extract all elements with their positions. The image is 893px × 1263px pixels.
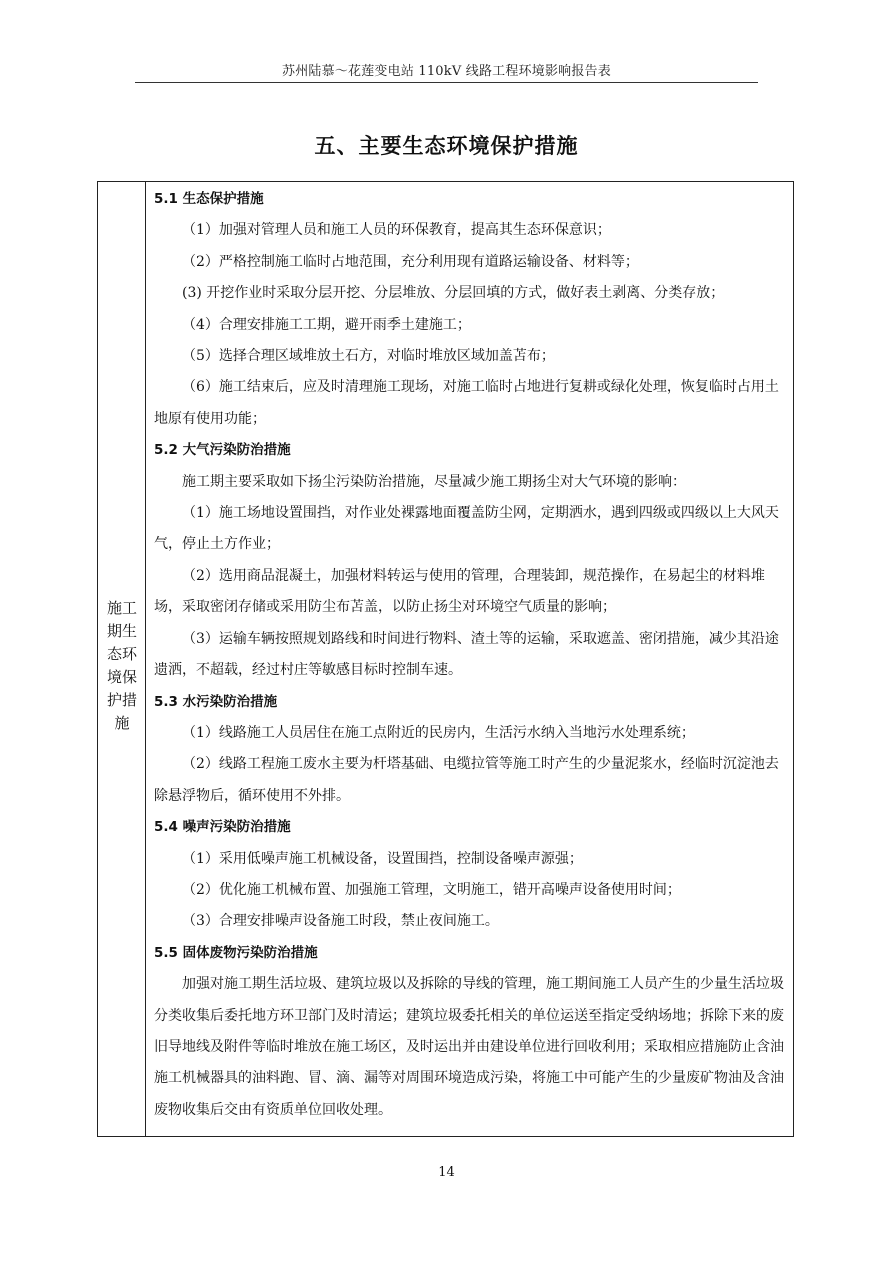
section-title: 五、主要生态环境保护措施: [314, 134, 579, 158]
side-label: 施工期生态环境保护措施: [106, 599, 137, 732]
page-number: 14: [438, 1165, 455, 1180]
table-content: [146, 182, 793, 1126]
table-left-column: [98, 182, 146, 1136]
paragraph: （3）合理安排噪声设备施工时段，禁止夜间施工。: [182, 913, 499, 930]
paragraph: 加强对施工期生活垃圾、建筑垃圾以及拆除的导线的管理，施工期间施工人员产生的少量生活垃圾分类收集后委托地方环卫部门及时清运；建筑垃圾委托相关的单位运送至指定受纳场地；拆除下来的废旧导地线及附件等临时堆放在施工场区，及时运出并由建设单位进行回收利用；采取相应措施防止含油施工机械器具的油料跑、冒、滴、漏等对周围环境造成污染，将施工中可能产生的少量废矿物油及含油废物收集后交由有资质单位回收处理。: [154, 976, 784, 1118]
heading-solid-waste: 5.5 固体废物污染防治措施: [154, 944, 318, 961]
header-rule: [135, 82, 758, 83]
paragraph: （1）施工场地设置围挡，对作业处裸露地面覆盖防尘网，定期洒水，遇到四级或四级以上大风天气，停止土方作业；: [154, 505, 779, 553]
document-header: 苏州陆慕～花莲变电站 110kV 线路工程环境影响报告表: [282, 64, 611, 79]
paragraph: 施工期主要采取如下扬尘污染防治措施，尽量减少施工期扬尘对大气环境的影响：: [182, 473, 686, 490]
paragraph: （1）线路施工人员居住在施工点附近的民房内，生活污水纳入当地污水处理系统；: [182, 724, 695, 741]
paragraph: （5）选择合理区域堆放土石方，对临时堆放区域加盖苫布；: [182, 348, 555, 365]
paragraph: （2）选用商品混凝土，加强材料转运与使用的管理，合理装卸，规范操作，在易起尘的材料堆场，采取密闭存储或采用防尘布苫盖，以防止扬尘对环境空气质量的影响；: [154, 567, 765, 616]
paragraph: （2）优化施工机械布置、加强施工管理，文明施工，错开高噪声设备使用时间；: [182, 881, 681, 898]
paragraph: （2）严格控制施工临时占地范围，充分利用现有道路运输设备、材料等；: [182, 253, 639, 270]
paragraph: （6）施工结束后，应及时清理施工现场，对施工临时占地进行复耕或绿化处理，恢复临时占用土地原有使用功能；: [154, 379, 779, 427]
paragraph: （1）加强对管理人员和施工人员的环保教育，提高其生态环保意识；: [182, 222, 611, 239]
heading-noise: 5.4 噪声污染防治措施: [154, 819, 291, 836]
heading-water: 5.3 水污染防治措施: [154, 693, 278, 710]
heading-ecology: 5.1 生态保护措施: [154, 191, 264, 207]
paragraph: （3）运输车辆按照规划路线和时间进行物料、渣土等的运输，采取遮盖、密闭措施，减少其沿途遗洒，不超载，经过村庄等敏感目标时控制车速。: [154, 630, 779, 679]
paragraph: （1）采用低噪声施工机械设备，设置围挡，控制设备噪声源强；: [182, 850, 583, 867]
heading-air: 5.2 大气污染防治措施: [154, 442, 291, 459]
paragraph: （4）合理安排施工工期，避开雨季土建施工；: [182, 316, 471, 333]
paragraph: (3) 开挖作业时采取分层开挖、分层堆放、分层回填的方式，做好表土剥离、分类存放；: [182, 285, 725, 302]
paragraph: （2）线路工程施工废水主要为杆塔基础、电缆拉管等施工时产生的少量泥浆水，经临时沉淀池去除悬浮物后，循环使用不外排。: [154, 756, 779, 804]
measures-table: [97, 181, 794, 1137]
